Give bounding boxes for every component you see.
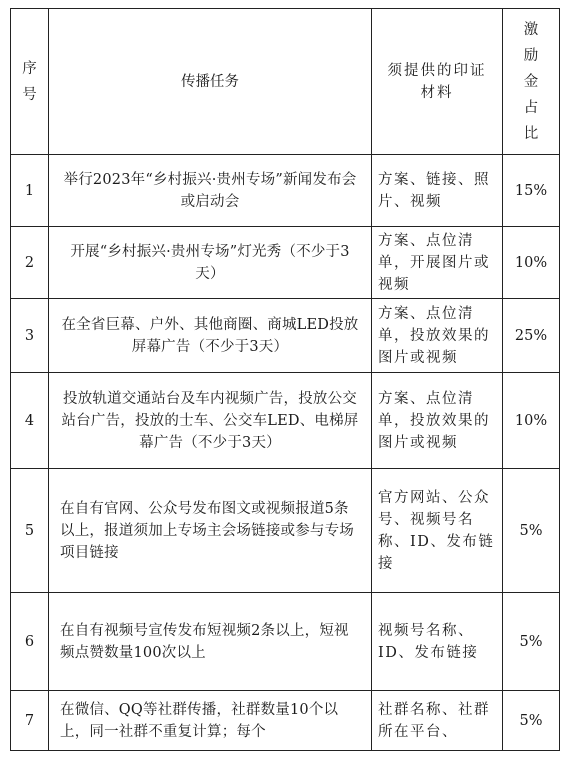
table-row bbox=[11, 373, 560, 469]
row-index: 4 bbox=[11, 373, 49, 469]
row-index: 1 bbox=[11, 155, 49, 227]
header-task: 传播任务 bbox=[49, 9, 372, 155]
row-materials: 视频号名称、ID、发布链接 bbox=[372, 593, 503, 691]
row-task: 在自有视频号宣传发布短视频2条以上，短视频点赞数量100次以上 bbox=[49, 593, 372, 691]
row-materials: 方案、点位清单，投放效果的图片或视频 bbox=[372, 299, 503, 373]
row-bonus: 25% bbox=[503, 299, 560, 373]
table-row bbox=[11, 227, 560, 299]
row-task: 在自有官网、公众号发布图文或视频报道5条以上，报道须加上专场主会场链接或参与专场项目链接 bbox=[49, 469, 372, 593]
row-materials: 方案、点位清单，开展图片或视频 bbox=[372, 227, 503, 299]
row-bonus: 5% bbox=[503, 593, 560, 691]
row-bonus: 5% bbox=[503, 691, 560, 751]
row-materials: 社群名称、社群所在平台、 bbox=[372, 691, 503, 751]
row-task: 举行2023年“乡村振兴·贵州专场”新闻发布会或启动会 bbox=[49, 155, 372, 227]
task-table bbox=[10, 8, 560, 751]
row-index: 7 bbox=[11, 691, 49, 751]
row-task: 在微信、QQ等社群传播，社群数量10个以上，同一社群不重复计算；每个 bbox=[49, 691, 372, 751]
table-row bbox=[11, 593, 560, 691]
header-materials: 须提供的印证材料 bbox=[372, 9, 503, 155]
table-row bbox=[11, 155, 560, 227]
row-task: 在全省巨幕、户外、其他商圈、商城LED投放屏幕广告（不少于3天） bbox=[49, 299, 372, 373]
row-task: 开展“乡村振兴·贵州专场”灯光秀（不少于3天） bbox=[49, 227, 372, 299]
row-materials: 官方网站、公众号、视频号名称、ID、发布链接 bbox=[372, 469, 503, 593]
header-index: 序号 bbox=[11, 9, 49, 155]
row-index: 2 bbox=[11, 227, 49, 299]
table-header-row bbox=[11, 9, 560, 155]
row-index: 3 bbox=[11, 299, 49, 373]
row-bonus: 10% bbox=[503, 227, 560, 299]
row-materials: 方案、点位清单，投放效果的图片或视频 bbox=[372, 373, 503, 469]
row-task: 投放轨道交通站台及车内视频广告，投放公交站台广告，投放的士车、公交车LED、电梯屏幕广告（不少于3天） bbox=[49, 373, 372, 469]
row-bonus: 15% bbox=[503, 155, 560, 227]
row-bonus: 5% bbox=[503, 469, 560, 593]
row-materials: 方案、链接、照片、视频 bbox=[372, 155, 503, 227]
row-index: 6 bbox=[11, 593, 49, 691]
table-row bbox=[11, 691, 560, 751]
header-bonus: 激励金占比 bbox=[503, 9, 560, 155]
row-index: 5 bbox=[11, 469, 49, 593]
table-row bbox=[11, 469, 560, 593]
table-row bbox=[11, 299, 560, 373]
row-bonus: 10% bbox=[503, 373, 560, 469]
